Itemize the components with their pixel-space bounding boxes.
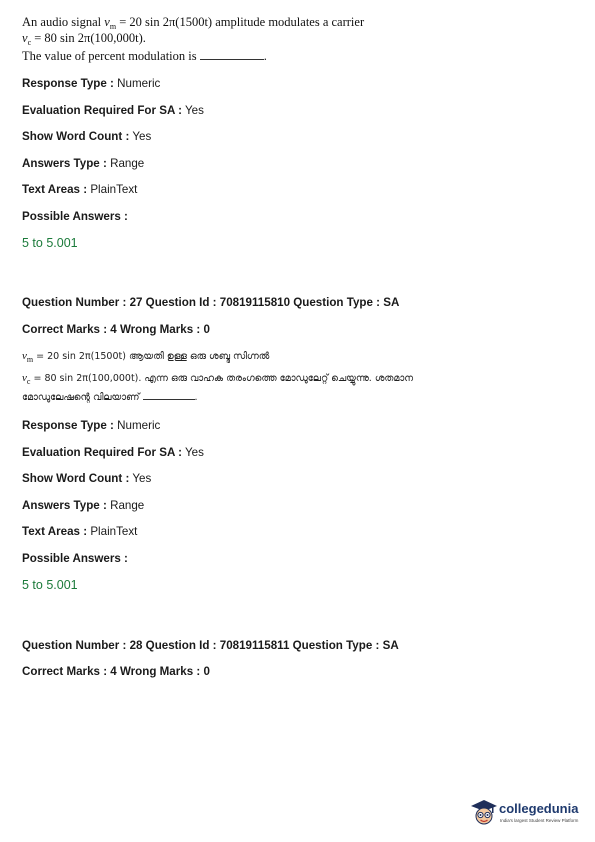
q27-eval-required: Evaluation Required For SA : Yes (22, 446, 204, 459)
q27-text-line2: $v_c = 80$ sin 2π(100,000t). എന്ന ഒരു വാഹക തരംഗത്തെ മോഡുലേറ്റ് ചെയ്യുന്നു. ശതമാന (22, 372, 414, 386)
q27-text-line1: $v_m = 20$ sin 2π(1500t) ആയതി ഉള്ള ഒരു ശബ്ദ സിഗ്നൽ (22, 350, 270, 364)
collegedunia-logo (470, 798, 582, 832)
q27-possible-answer: 5 to 5.001 (22, 578, 78, 592)
q27-response-type: Response Type : Numeric (22, 419, 161, 432)
logo-tagline: India's largest Student Review Platform (500, 818, 579, 823)
q27-text-areas: Text Areas : PlainText (22, 525, 138, 538)
q27-answers-type: Answers Type : Range (22, 499, 145, 512)
q27-text-line3: മോഡുലേഷന്റെ വിലയാണ് . (22, 392, 198, 403)
q26-response-type: Response Type : Numeric (22, 77, 161, 90)
q26-answers-type: Answers Type : Range (22, 157, 145, 170)
q26-possible-answers-label: Possible Answers : (22, 210, 128, 223)
q27-header: Question Number : 27 Question Id : 70819115810 Question Type : SA (22, 296, 400, 309)
q26-text-line3: The value of percent modulation is . (22, 49, 267, 63)
q28-header: Question Number : 28 Question Id : 70819115811 Question Type : SA (22, 639, 399, 652)
graduate-mascot-icon (470, 798, 498, 828)
q26-eval-required: Evaluation Required For SA : Yes (22, 104, 204, 117)
q27-possible-answers-label: Possible Answers : (22, 552, 128, 565)
q26-show-word-count: Show Word Count : Yes (22, 130, 152, 143)
q26-text-line2: $v_c = 80$ sin 2π(100,000t). (22, 31, 146, 47)
logo-wordmark: collegedunia (499, 801, 579, 816)
q27-marks: Correct Marks : 4 Wrong Marks : 0 (22, 323, 210, 336)
q26-text-areas: Text Areas : PlainText (22, 183, 138, 196)
q27-show-word-count: Show Word Count : Yes (22, 472, 152, 485)
q26-text-line1: An audio signal $v_m = 20$ sin 2π(1500t) amplitude modulates a carrier (22, 15, 365, 31)
q26-possible-answer: 5 to 5.001 (22, 236, 78, 250)
q28-marks: Correct Marks : 4 Wrong Marks : 0 (22, 665, 210, 678)
